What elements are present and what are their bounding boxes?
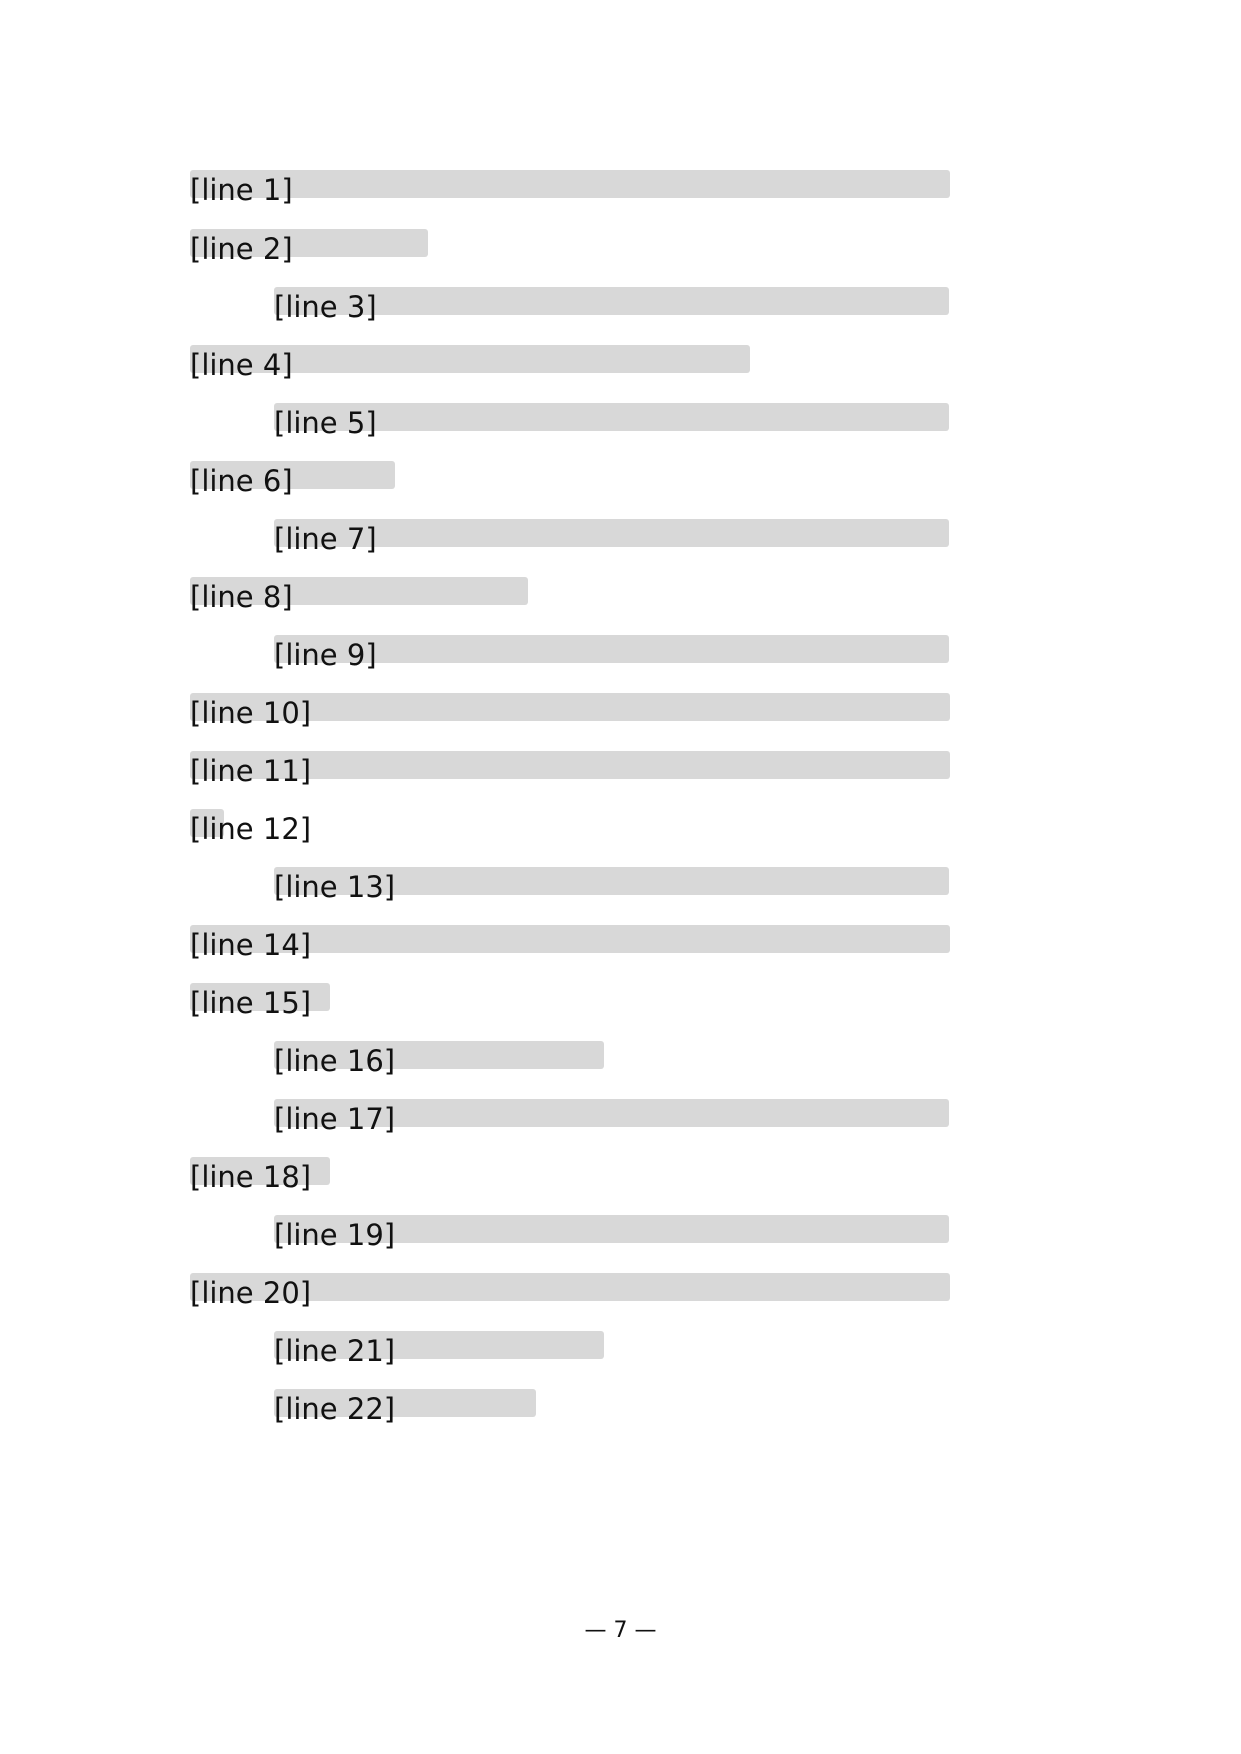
text-placeholder: [line 17]	[274, 1099, 949, 1127]
text-placeholder: [line 2]	[190, 229, 428, 257]
text-line	[190, 337, 750, 382]
text-line	[274, 1091, 949, 1136]
text-placeholder: [line 1]	[190, 170, 950, 198]
text-line	[190, 801, 312, 846]
text-line	[190, 917, 950, 962]
text-placeholder: [line 16]	[274, 1041, 604, 1069]
text-line	[274, 1033, 604, 1078]
text-line	[190, 162, 950, 207]
text-line	[190, 1149, 330, 1194]
text-placeholder: [line 14]	[190, 925, 950, 953]
text-line	[190, 685, 950, 730]
text-line	[190, 743, 950, 788]
text-placeholder: [line 4]	[190, 345, 750, 373]
text-placeholder: [line 10]	[190, 693, 950, 721]
text-placeholder: [line 11]	[190, 751, 950, 779]
text-placeholder: [line 12]	[190, 809, 224, 837]
text-placeholder: [line 13]	[274, 867, 949, 895]
text-line	[190, 453, 395, 498]
text-line	[274, 511, 949, 556]
text-placeholder: [line 15]	[190, 983, 330, 1011]
text-placeholder: [line 5]	[274, 403, 949, 431]
text-line	[190, 1265, 950, 1310]
text-line	[190, 221, 428, 266]
text-placeholder: [line 22]	[274, 1389, 536, 1417]
text-placeholder: [line 9]	[274, 635, 949, 663]
text-line	[274, 627, 949, 672]
text-line	[274, 1381, 536, 1426]
text-line	[274, 279, 949, 324]
text-placeholder: [line 8]	[190, 577, 528, 605]
text-placeholder: [line 6]	[190, 461, 395, 489]
text-placeholder: [line 18]	[190, 1157, 330, 1185]
text-line	[190, 975, 330, 1020]
text-placeholder: [line 20]	[190, 1273, 950, 1301]
page-number: — 7 —	[584, 1618, 657, 1643]
text-line	[274, 1323, 604, 1368]
text-line	[274, 1207, 949, 1252]
text-placeholder: [line 7]	[274, 519, 949, 547]
text-placeholder: [line 19]	[274, 1215, 949, 1243]
text-line	[190, 569, 528, 614]
text-line	[274, 859, 949, 904]
text-placeholder: [line 21]	[274, 1331, 604, 1359]
text-line	[274, 395, 949, 440]
text-placeholder: [line 3]	[274, 287, 949, 315]
